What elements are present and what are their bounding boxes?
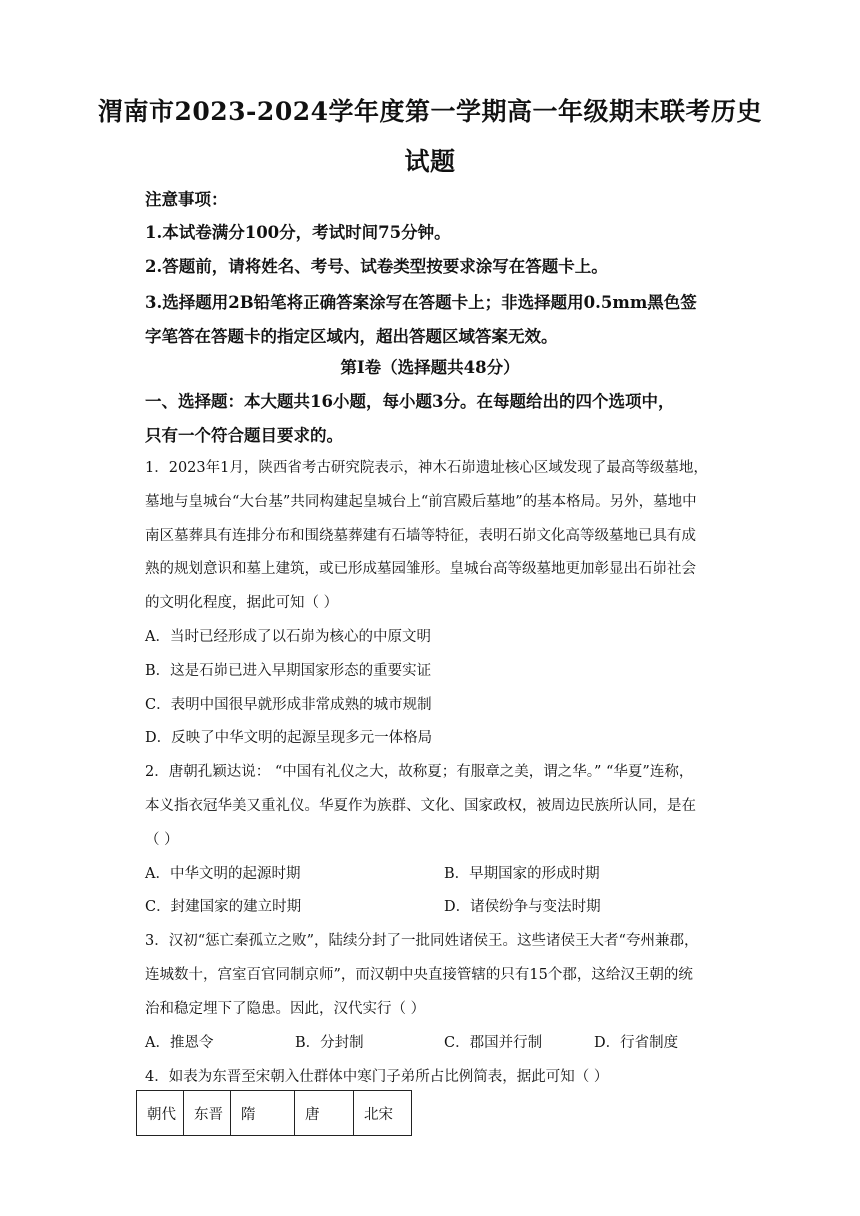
- table-cell: 唐: [295, 1091, 354, 1136]
- table-cell: 朝代: [137, 1091, 184, 1136]
- notice-item-3: 3.选择题用2B铅笔将正确答案涂写在答题卡上；非选择题用0.5mm黑色签: [145, 293, 697, 312]
- q1-option-b: B．这是石峁已进入早期国家形态的重要实证: [145, 663, 432, 679]
- q1-option-d: D．反映了中华文明的起源呈现多元一体格局: [145, 730, 433, 746]
- table-cell: 北宋: [354, 1091, 412, 1136]
- q1-line: 的文明化程度，据此可知（ ）: [145, 595, 339, 611]
- exam-title-line2: 试题: [404, 147, 456, 176]
- q3-line: 3．汉初“惩亡秦孤立之败”，陆续分封了一批同姓诸侯王。这些诸侯王大者“夸州兼郡，: [145, 933, 699, 949]
- table-cell: 隋: [231, 1091, 295, 1136]
- q4-table: [136, 1090, 412, 1136]
- q1-option-c: C．表明中国很早就形成非常成熟的城市规制: [145, 697, 432, 713]
- q2-option-d: D．诸侯纷争与变法时期: [444, 899, 601, 915]
- q3-line: 连城数十，宫室百官同制京师”，而汉朝中央直接管辖的只有15个郡，这给汉王朝的统: [145, 967, 693, 983]
- q1-line: 南区墓葬具有连排分布和围绕墓葬建有石墙等特征，表明石峁文化高等级墓地已具有成: [145, 528, 696, 544]
- q2-option-b: B．早期国家的形成时期: [444, 866, 600, 882]
- q3-option-b: B．分封制: [295, 1035, 364, 1051]
- notice-heading: 注意事项：: [145, 190, 228, 209]
- q2-option-c: C．封建国家的建立时期: [145, 899, 302, 915]
- exam-title-line1: 渭南市2023-2024学年度第一学期高一年级期末联考历史: [97, 97, 763, 126]
- q3-option-c: C．郡国并行制: [444, 1035, 543, 1051]
- table-row: [137, 1091, 412, 1136]
- q2-line: 2．唐朝孔颖达说： “中国有礼仪之大，故称夏；有服章之美，谓之华。” “华夏”连称，: [145, 764, 694, 780]
- q1-line: 熟的规划意识和墓上建筑，或已形成墓园雏形。皇城台高等级墓地更加彰显出石峁社会: [145, 561, 696, 577]
- section-title: 第Ⅰ卷（选择题共48分）: [340, 358, 520, 377]
- section-intro-line1: 一、选择题：本大题共16小题，每小题3分。在每题给出的四个选项中，: [145, 392, 675, 411]
- q3-line: 治和稳定埋下了隐患。因此，汉代实行（ ）: [145, 1001, 426, 1017]
- notice-item-1: 1.本试卷满分100分，考试时间75分钟。: [145, 223, 451, 242]
- notice-item-3-cont: 字笔答在答题卡的指定区域内，超出答题区域答案无效。: [145, 327, 558, 346]
- q2-line: （ ）: [145, 832, 179, 848]
- table-cell: 东晋: [184, 1091, 231, 1136]
- q1-line: 墓地与皇城台“大台基”共同构建起皇城台上“前宫殿后墓地”的基本格局。另外，墓地中: [145, 494, 697, 510]
- notice-item-2: 2.答题前，请将姓名、考号、试卷类型按要求涂写在答题卡上。: [145, 257, 608, 276]
- q3-option-d: D．行省制度: [594, 1035, 679, 1051]
- section-intro-line2: 只有一个符合题目要求的。: [145, 426, 343, 445]
- q3-option-a: A．推恩令: [145, 1035, 214, 1051]
- q2-option-a: A．中华文明的起源时期: [145, 866, 301, 882]
- q4-line: 4．如表为东晋至宋朝入仕群体中寒门子弟所占比例简表，据此可知（ ）: [145, 1069, 609, 1085]
- q1-line: 1．2023年1月，陕西省考古研究院表示，神木石峁遗址核心区域发现了最高等级墓地，: [145, 460, 708, 476]
- q2-line: 本义指衣冠华美又重礼仪。华夏作为族群、文化、国家政权，被周边民族所认同，是在: [145, 798, 696, 814]
- q1-option-a: A．当时已经形成了以石峁为核心的中原文明: [145, 629, 431, 645]
